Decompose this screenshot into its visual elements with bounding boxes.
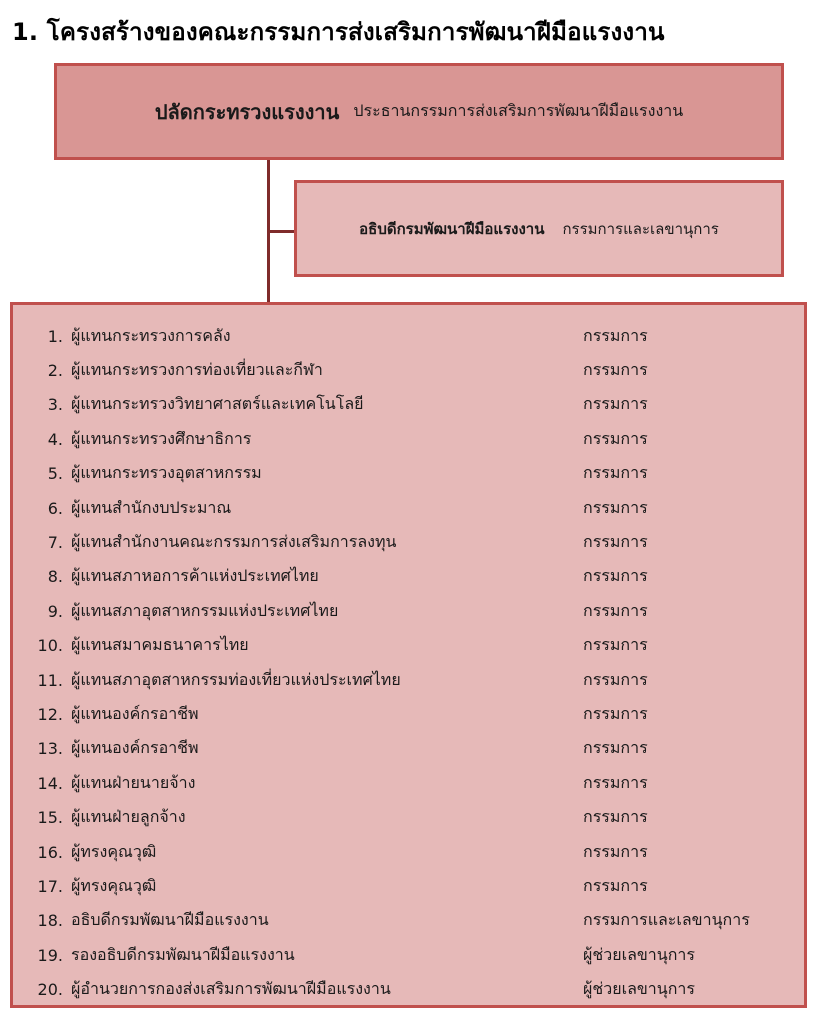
member-number: 11. (37, 670, 63, 690)
secretary-box (294, 180, 784, 277)
member-role: กรรมการ (583, 325, 648, 345)
member-role: กรรมการ (583, 566, 648, 586)
member-row (13, 594, 804, 628)
member-name: ผู้แทนฝ่ายลูกจ้าง (71, 807, 186, 827)
member-number: 1. (47, 326, 63, 346)
member-name: ผู้แทนสภาหอการค้าแห่งประเทศไทย (71, 566, 319, 586)
member-number: 3. (47, 395, 63, 415)
member-role: กรรมการและเลขานุการ (583, 910, 750, 930)
member-row (13, 560, 804, 594)
member-row (13, 835, 804, 869)
member-name: ผู้แทนกระทรวงศึกษาธิการ (71, 428, 252, 448)
member-row (13, 663, 804, 697)
secretary-name: อธิบดีกรมพัฒนาฝีมือแรงงาน (359, 219, 545, 238)
member-role: กรรมการ (583, 738, 648, 758)
member-role: กรรมการ (583, 669, 648, 689)
page-title: 1. โครงสร้างของคณะกรรมการส่งเสริมการพัฒนาฝีมือแรงงาน (12, 18, 665, 46)
member-name: ผู้แทนฝ่ายนายจ้าง (71, 772, 196, 792)
member-row (13, 388, 804, 422)
member-name: ผู้ทรงคุณวุฒิ (71, 841, 157, 861)
member-number: 20. (37, 980, 63, 1000)
member-row (13, 766, 804, 800)
member-number: 17. (37, 876, 63, 896)
member-row (13, 938, 804, 972)
member-name: ผู้แทนสำนักงบประมาณ (71, 497, 232, 517)
member-row (13, 869, 804, 903)
member-name: รองอธิบดีกรมพัฒนาฝีมือแรงงาน (71, 944, 295, 964)
member-row (13, 800, 804, 834)
secretary-role: กรรมการและเลขานุการ (562, 219, 719, 238)
member-number: 8. (47, 567, 63, 587)
member-name: ผู้แทนสภาอุตสาหกรรมแห่งประเทศไทย (71, 600, 339, 620)
member-number: 4. (47, 429, 63, 449)
member-number: 6. (47, 498, 63, 518)
member-number: 9. (47, 601, 63, 621)
chair-role: ประธานกรรมการส่งเสริมการพัฒนาฝีมือแรงงาน (353, 101, 684, 120)
member-number: 12. (37, 704, 63, 724)
member-role: กรรมการ (583, 463, 648, 483)
member-number: 5. (47, 464, 63, 484)
member-role: กรรมการ (583, 772, 648, 792)
chair-box (54, 63, 784, 160)
member-role: กรรมการ (583, 428, 648, 448)
member-role: ผู้ช่วยเลขานุการ (583, 979, 695, 999)
member-name: อธิบดีกรมพัฒนาฝีมือแรงงาน (71, 910, 269, 930)
members-box (10, 302, 807, 1008)
member-number: 7. (47, 533, 63, 553)
member-role: กรรมการ (583, 600, 648, 620)
member-name: ผู้แทนองค์กรอาชีพ (71, 703, 199, 723)
member-number: 14. (37, 773, 63, 793)
member-name: ผู้อำนวยการกองส่งเสริมการพัฒนาฝีมือแรงงาน (71, 979, 391, 999)
member-role: กรรมการ (583, 703, 648, 723)
member-row (13, 319, 804, 353)
member-row (13, 525, 804, 559)
member-row (13, 697, 804, 731)
member-role: กรรมการ (583, 360, 648, 380)
member-name: ผู้แทนกระทรวงการท่องเที่ยวและกีฬา (71, 360, 323, 380)
member-role: กรรมการ (583, 635, 648, 655)
member-number: 18. (37, 911, 63, 931)
member-row (13, 353, 804, 387)
member-role: กรรมการ (583, 532, 648, 552)
member-name: ผู้ทรงคุณวุฒิ (71, 875, 157, 895)
member-name: ผู้แทนสมาคมธนาคารไทย (71, 635, 249, 655)
org-connector-branch (267, 230, 294, 233)
member-role: กรรมการ (583, 841, 648, 861)
member-row (13, 457, 804, 491)
member-number: 2. (47, 361, 63, 381)
member-name: ผู้แทนกระทรวงการคลัง (71, 325, 231, 345)
member-row (13, 629, 804, 663)
member-name: ผู้แทนกระทรวงวิทยาศาสตร์และเทคโนโลยี (71, 394, 364, 414)
member-number: 13. (37, 739, 63, 759)
member-role: กรรมการ (583, 394, 648, 414)
member-name: ผู้แทนสำนักงานคณะกรรมการส่งเสริมการลงทุน (71, 532, 397, 552)
member-role: กรรมการ (583, 807, 648, 827)
member-role: กรรมการ (583, 875, 648, 895)
member-number: 10. (37, 636, 63, 656)
member-row (13, 904, 804, 938)
member-number: 19. (37, 945, 63, 965)
member-name: ผู้แทนกระทรวงอุตสาหกรรม (71, 463, 262, 483)
member-role: ผู้ช่วยเลขานุการ (583, 944, 695, 964)
member-row (13, 422, 804, 456)
member-name: ผู้แทนองค์กรอาชีพ (71, 738, 199, 758)
member-row (13, 732, 804, 766)
member-number: 15. (37, 808, 63, 828)
member-row (13, 491, 804, 525)
chair-name: ปลัดกระทรวงแรงงาน (154, 99, 340, 124)
member-number: 16. (37, 842, 63, 862)
member-name: ผู้แทนสภาอุตสาหกรรมท่องเที่ยวแห่งประเทศไทย (71, 669, 401, 689)
member-row (13, 972, 804, 1006)
member-role: กรรมการ (583, 497, 648, 517)
